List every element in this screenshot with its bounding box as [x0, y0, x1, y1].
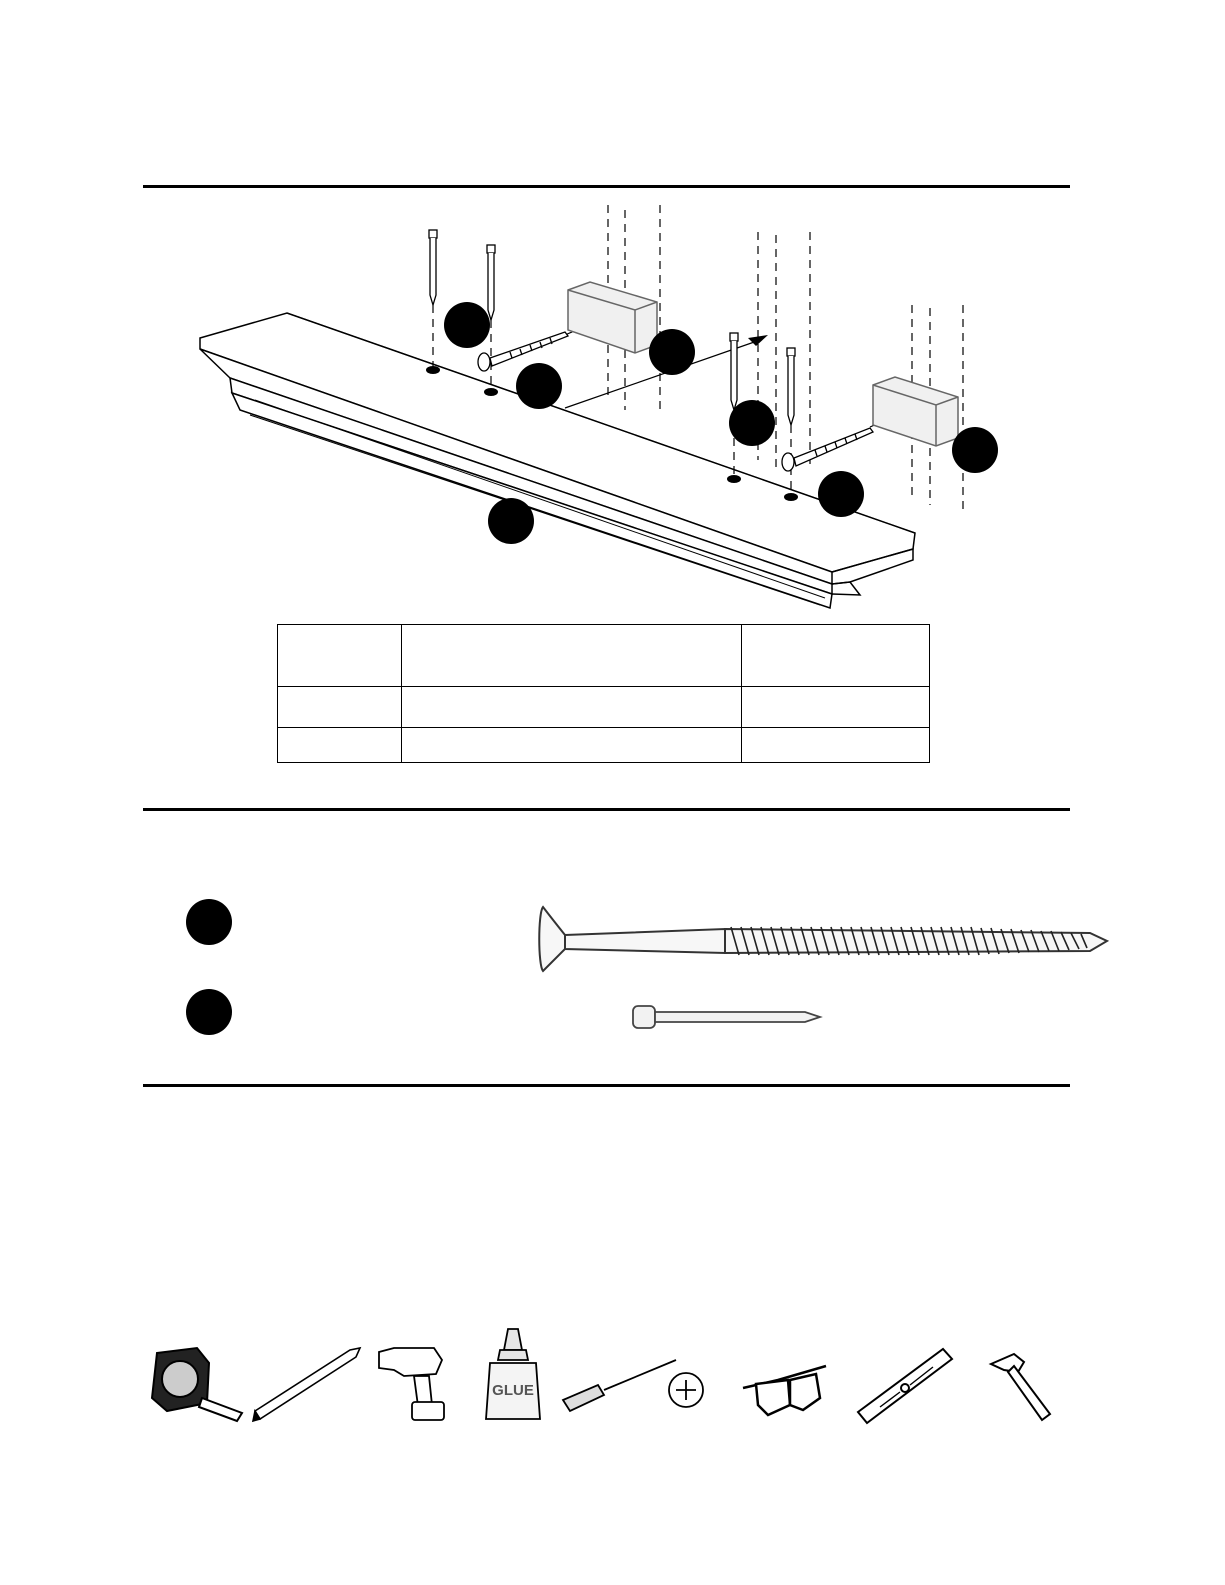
callout-bubble [516, 363, 562, 409]
callout-bubble [649, 329, 695, 375]
hammer-icon [986, 1352, 1061, 1432]
section-rule-middle [143, 808, 1070, 811]
table-cell [402, 625, 742, 687]
phillips-screwdriver-icon [558, 1355, 708, 1435]
parts-table [277, 624, 930, 763]
table-cell [278, 728, 402, 763]
table-row [278, 728, 930, 763]
wood-screw-icon [535, 905, 1115, 975]
section-rule-bottom [143, 1084, 1070, 1087]
glue-label: GLUE [492, 1382, 534, 1399]
table-cell [402, 687, 742, 728]
finish-nail-icon [630, 1002, 830, 1032]
shelf-board [200, 313, 915, 572]
hardware-bubble-nail [186, 989, 232, 1035]
wall-cleat [873, 377, 958, 446]
pencil-icon [250, 1345, 365, 1425]
table-cell [278, 625, 402, 687]
tape-measure-icon [147, 1343, 247, 1423]
table-cell [742, 728, 930, 763]
level-icon [855, 1347, 955, 1427]
safety-glasses-icon [738, 1360, 833, 1420]
callout-bubble [729, 400, 775, 446]
wall-cleat [568, 282, 657, 353]
shelf-assembly-diagram [0, 0, 1225, 620]
table-cell [742, 687, 930, 728]
callout-bubble [444, 302, 490, 348]
table-row [278, 687, 930, 728]
table-cell [742, 625, 930, 687]
callout-bubble [952, 427, 998, 473]
table-row [278, 625, 930, 687]
hardware-bubble-screw [186, 899, 232, 945]
callout-bubble [488, 498, 534, 544]
table-cell [278, 687, 402, 728]
glue-bottle-icon [478, 1325, 548, 1425]
table-cell [402, 728, 742, 763]
callout-bubble [818, 471, 864, 517]
cordless-drill-icon [374, 1340, 454, 1425]
